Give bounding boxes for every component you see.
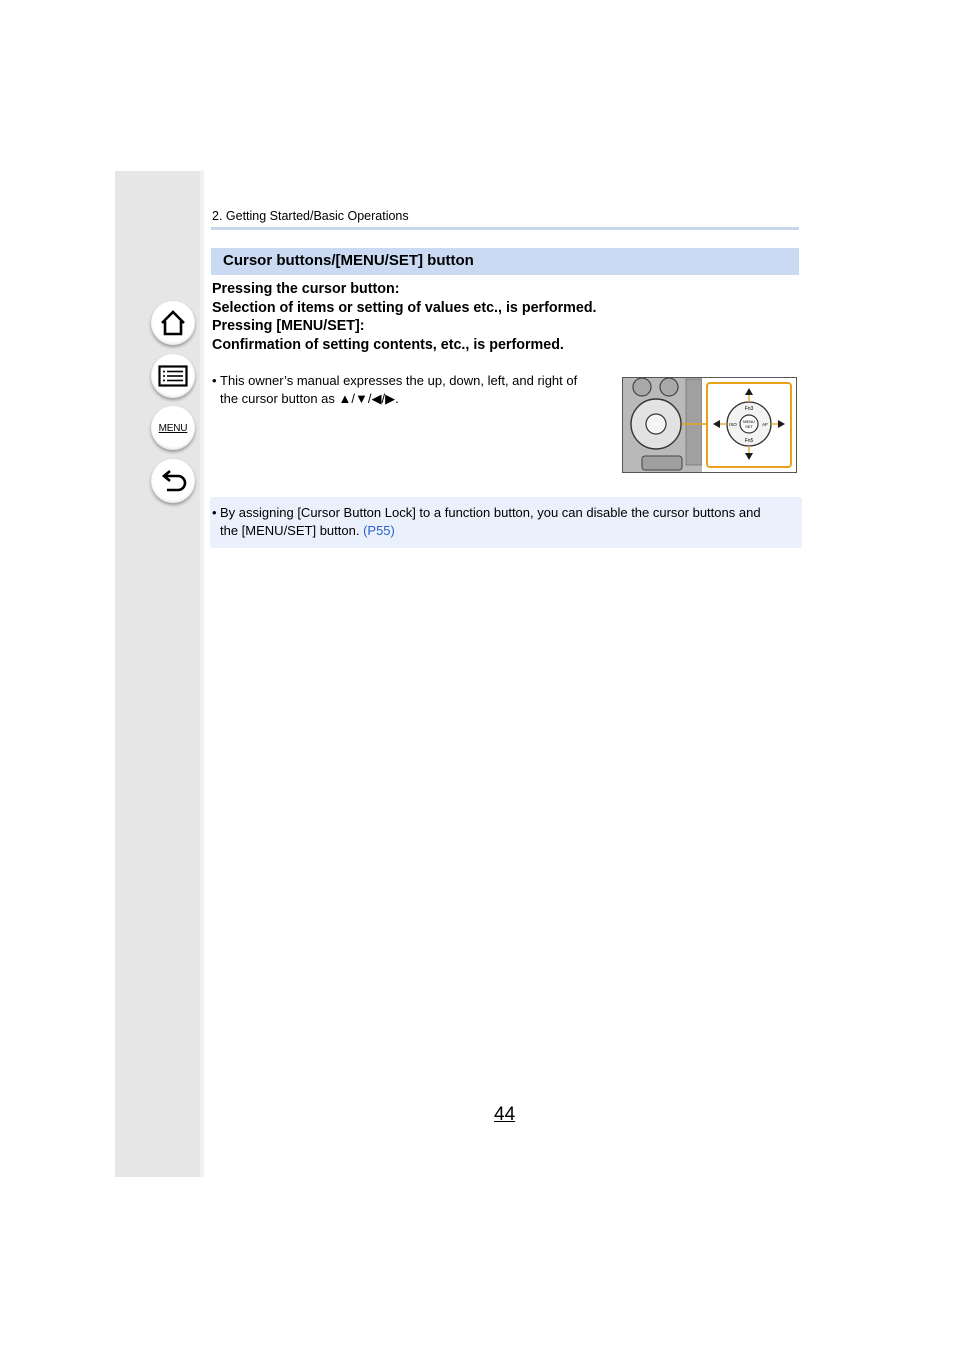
- note-item: [212, 504, 798, 540]
- note-line-2: [212, 522, 798, 540]
- breadcrumb-divider: [211, 227, 799, 230]
- fn-up-label: Fn3: [744, 406, 754, 412]
- cursor-button-diagram: [622, 377, 797, 473]
- back-button[interactable]: [151, 459, 195, 503]
- menu-button[interactable]: [151, 406, 195, 450]
- bullet-dot: •: [212, 373, 217, 388]
- lead-line: Pressing [MENU/SET]:: [212, 318, 365, 334]
- lead-text: [212, 280, 802, 354]
- menu-set-label-top: MENU: [743, 419, 755, 424]
- menu-icon: MENU: [158, 422, 188, 434]
- note-line-text: the [MENU/SET] button.: [220, 523, 364, 538]
- breadcrumb: 2. Getting Started/Basic Operations: [212, 209, 409, 223]
- home-button[interactable]: [151, 301, 195, 345]
- lead-line: Selection of items or setting of values etc., is performed.: [212, 299, 597, 316]
- iso-label: ISO: [729, 422, 737, 427]
- home-icon: [159, 310, 187, 336]
- page-link[interactable]: (P55): [363, 523, 395, 538]
- section-title: Cursor buttons/[MENU/SET] button: [223, 252, 474, 269]
- camera-button: [642, 456, 682, 470]
- menu-set-button: [646, 414, 666, 434]
- page-number: 44: [494, 1104, 516, 1125]
- lead-line: Confirmation of setting contents, etc., is performed.: [212, 336, 564, 353]
- lead-line: Pressing the cursor button:: [212, 281, 400, 297]
- bullet-line: This owner’s manual expresses the up, down, left, and right of: [220, 373, 578, 388]
- menu-set-label-bottom: SET: [745, 424, 753, 429]
- note-line: By assigning [Cursor Button Lock] to a function button, you can disable the cursor buttons and: [220, 505, 761, 520]
- contents-button[interactable]: [151, 354, 195, 398]
- fn-down-label: Fn5: [744, 438, 754, 444]
- bullet-line: the cursor button as ▲/▼/◀/▶.: [220, 391, 399, 406]
- note-dot: •: [212, 505, 217, 520]
- af-label: AF: [762, 422, 768, 427]
- sidebar-edge: [200, 171, 204, 1177]
- section-heading-bar: [211, 248, 799, 275]
- note-box: [210, 497, 802, 548]
- back-icon: [159, 468, 187, 494]
- camera-dial: [633, 378, 651, 396]
- camera-grip: [686, 379, 702, 465]
- contents-list-icon: [158, 365, 188, 387]
- bullet-item: [212, 372, 612, 408]
- camera-dial: [660, 378, 678, 396]
